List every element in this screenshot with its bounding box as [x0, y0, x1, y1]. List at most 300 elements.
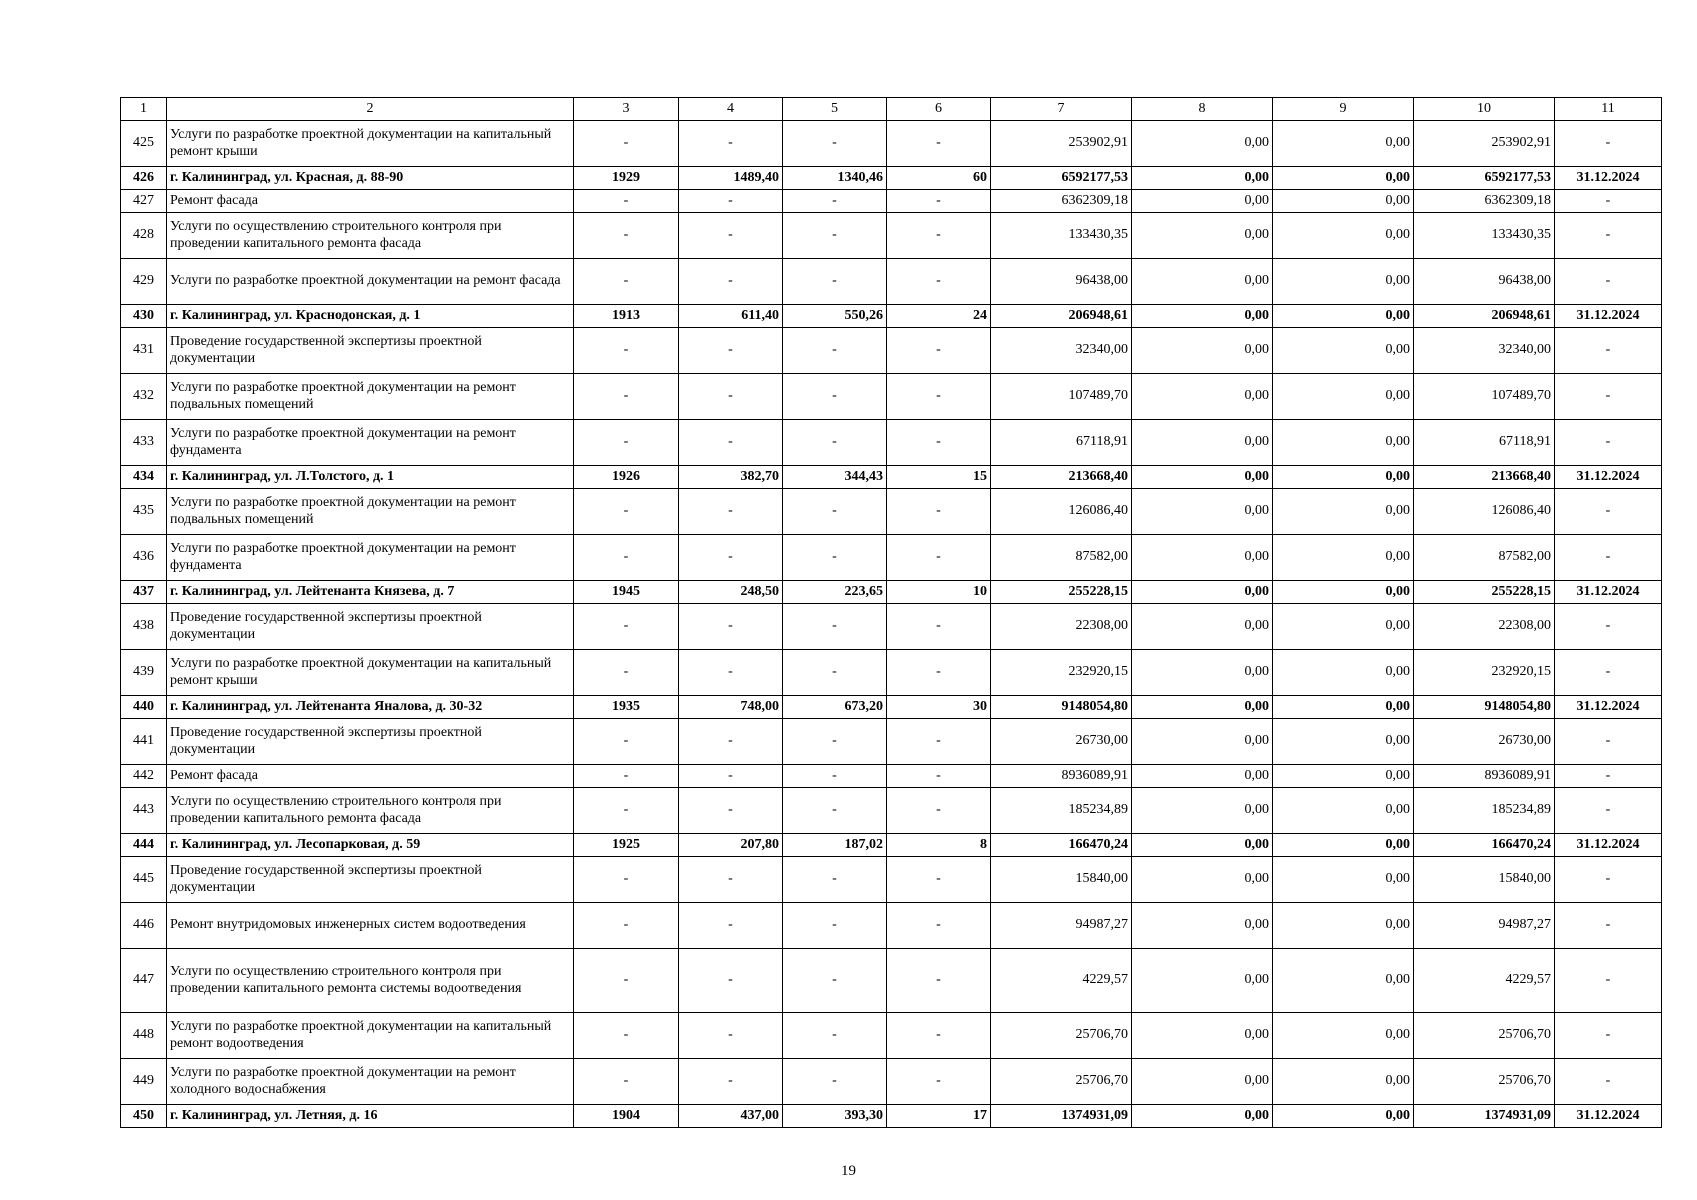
- row-number-cell: 449: [121, 1059, 167, 1105]
- year-built-cell: -: [574, 604, 679, 650]
- year-built-cell: -: [574, 121, 679, 167]
- row-number-cell: 448: [121, 1013, 167, 1059]
- work-item-row: [121, 650, 1662, 696]
- total-cost-cell: 166470,24: [991, 834, 1132, 857]
- residents-cell: -: [887, 489, 991, 535]
- owner-funds-cell: 67118,91: [1414, 420, 1555, 466]
- work-item-row: [121, 213, 1662, 259]
- year-built-cell: -: [574, 489, 679, 535]
- row-number-cell: 435: [121, 489, 167, 535]
- residents-cell: -: [887, 535, 991, 581]
- residents-cell: 10: [887, 581, 991, 604]
- year-built-cell: -: [574, 1059, 679, 1105]
- residents-cell: -: [887, 719, 991, 765]
- federal-funds-cell: 0,00: [1132, 857, 1273, 903]
- work-item-row: [121, 604, 1662, 650]
- row-number-cell: 445: [121, 857, 167, 903]
- row-number-cell: 447: [121, 949, 167, 1013]
- total-cost-cell: 8936089,91: [991, 765, 1132, 788]
- regional-funds-cell: 0,00: [1273, 719, 1414, 765]
- total-cost-cell: 255228,15: [991, 581, 1132, 604]
- federal-funds-cell: 0,00: [1132, 1105, 1273, 1128]
- regional-funds-cell: 0,00: [1273, 374, 1414, 420]
- living-area-cell: -: [783, 121, 887, 167]
- owner-funds-cell: 25706,70: [1414, 1059, 1555, 1105]
- year-built-cell: -: [574, 328, 679, 374]
- work-item-row: [121, 788, 1662, 834]
- column-number-header: 2: [167, 98, 574, 121]
- residents-cell: 60: [887, 167, 991, 190]
- residents-cell: -: [887, 213, 991, 259]
- residents-cell: -: [887, 857, 991, 903]
- regional-funds-cell: 0,00: [1273, 834, 1414, 857]
- total-area-cell: -: [679, 190, 783, 213]
- total-cost-cell: 67118,91: [991, 420, 1132, 466]
- year-built-cell: -: [574, 420, 679, 466]
- total-cost-cell: 9148054,80: [991, 696, 1132, 719]
- total-area-cell: -: [679, 650, 783, 696]
- work-item-row: [121, 374, 1662, 420]
- residents-cell: -: [887, 190, 991, 213]
- residents-cell: 8: [887, 834, 991, 857]
- work-name-cell: г. Калининград, ул. Лейтенанта Князева, д. 7: [167, 581, 574, 604]
- year-built-cell: -: [574, 374, 679, 420]
- living-area-cell: -: [783, 489, 887, 535]
- deadline-cell: -: [1555, 788, 1662, 834]
- federal-funds-cell: 0,00: [1132, 788, 1273, 834]
- year-built-cell: -: [574, 213, 679, 259]
- deadline-cell: -: [1555, 535, 1662, 581]
- deadline-cell: 31.12.2024: [1555, 834, 1662, 857]
- work-item-row: [121, 719, 1662, 765]
- row-number-cell: 434: [121, 466, 167, 489]
- federal-funds-cell: 0,00: [1132, 489, 1273, 535]
- total-area-cell: -: [679, 213, 783, 259]
- regional-funds-cell: 0,00: [1273, 788, 1414, 834]
- total-area-cell: -: [679, 765, 783, 788]
- deadline-cell: -: [1555, 604, 1662, 650]
- work-name-cell: г. Калининград, ул. Краснодонская, д. 1: [167, 305, 574, 328]
- row-number-cell: 450: [121, 1105, 167, 1128]
- owner-funds-cell: 107489,70: [1414, 374, 1555, 420]
- address-row: [121, 167, 1662, 190]
- residents-cell: -: [887, 328, 991, 374]
- federal-funds-cell: 0,00: [1132, 305, 1273, 328]
- owner-funds-cell: 96438,00: [1414, 259, 1555, 305]
- deadline-cell: -: [1555, 328, 1662, 374]
- living-area-cell: 344,43: [783, 466, 887, 489]
- column-number-header: 5: [783, 98, 887, 121]
- year-built-cell: -: [574, 857, 679, 903]
- living-area-cell: 673,20: [783, 696, 887, 719]
- work-name-cell: Услуги по разработке проектной документации на ремонт фасада: [167, 259, 574, 305]
- deadline-cell: -: [1555, 121, 1662, 167]
- row-number-cell: 429: [121, 259, 167, 305]
- federal-funds-cell: 0,00: [1132, 190, 1273, 213]
- year-built-cell: -: [574, 949, 679, 1013]
- total-cost-cell: 25706,70: [991, 1059, 1132, 1105]
- owner-funds-cell: 133430,35: [1414, 213, 1555, 259]
- year-built-cell: -: [574, 719, 679, 765]
- work-item-row: [121, 1013, 1662, 1059]
- address-row: [121, 834, 1662, 857]
- column-number-header: 6: [887, 98, 991, 121]
- regional-funds-cell: 0,00: [1273, 604, 1414, 650]
- owner-funds-cell: 26730,00: [1414, 719, 1555, 765]
- row-number-cell: 440: [121, 696, 167, 719]
- owner-funds-cell: 166470,24: [1414, 834, 1555, 857]
- work-item-row: [121, 121, 1662, 167]
- row-number-cell: 432: [121, 374, 167, 420]
- year-built-cell: -: [574, 765, 679, 788]
- total-area-cell: -: [679, 1059, 783, 1105]
- living-area-cell: -: [783, 1059, 887, 1105]
- deadline-cell: -: [1555, 420, 1662, 466]
- total-cost-cell: 15840,00: [991, 857, 1132, 903]
- federal-funds-cell: 0,00: [1132, 604, 1273, 650]
- owner-funds-cell: 126086,40: [1414, 489, 1555, 535]
- living-area-cell: -: [783, 604, 887, 650]
- federal-funds-cell: 0,00: [1132, 213, 1273, 259]
- total-area-cell: -: [679, 374, 783, 420]
- regional-funds-cell: 0,00: [1273, 167, 1414, 190]
- residents-cell: -: [887, 949, 991, 1013]
- living-area-cell: 550,26: [783, 305, 887, 328]
- residents-cell: -: [887, 788, 991, 834]
- total-cost-cell: 126086,40: [991, 489, 1132, 535]
- row-number-cell: 426: [121, 167, 167, 190]
- deadline-cell: 31.12.2024: [1555, 1105, 1662, 1128]
- work-name-cell: Ремонт фасада: [167, 190, 574, 213]
- work-item-row: [121, 765, 1662, 788]
- work-item-row: [121, 857, 1662, 903]
- living-area-cell: -: [783, 788, 887, 834]
- work-item-row: [121, 328, 1662, 374]
- address-row: [121, 305, 1662, 328]
- living-area-cell: 1340,46: [783, 167, 887, 190]
- living-area-cell: -: [783, 190, 887, 213]
- total-area-cell: -: [679, 420, 783, 466]
- federal-funds-cell: 0,00: [1132, 1013, 1273, 1059]
- row-number-cell: 436: [121, 535, 167, 581]
- total-area-cell: -: [679, 535, 783, 581]
- living-area-cell: -: [783, 328, 887, 374]
- federal-funds-cell: 0,00: [1132, 650, 1273, 696]
- owner-funds-cell: 15840,00: [1414, 857, 1555, 903]
- federal-funds-cell: 0,00: [1132, 719, 1273, 765]
- year-built-cell: 1945: [574, 581, 679, 604]
- work-name-cell: г. Калининград, ул. Летняя, д. 16: [167, 1105, 574, 1128]
- year-built-cell: 1929: [574, 167, 679, 190]
- total-cost-cell: 4229,57: [991, 949, 1132, 1013]
- column-number-header: 8: [1132, 98, 1273, 121]
- owner-funds-cell: 213668,40: [1414, 466, 1555, 489]
- year-built-cell: -: [574, 1013, 679, 1059]
- total-cost-cell: 133430,35: [991, 213, 1132, 259]
- work-item-row: [121, 190, 1662, 213]
- row-number-cell: 443: [121, 788, 167, 834]
- deadline-cell: -: [1555, 719, 1662, 765]
- regional-funds-cell: 0,00: [1273, 903, 1414, 949]
- federal-funds-cell: 0,00: [1132, 374, 1273, 420]
- row-number-cell: 442: [121, 765, 167, 788]
- residents-cell: -: [887, 604, 991, 650]
- living-area-cell: -: [783, 719, 887, 765]
- regional-funds-cell: 0,00: [1273, 696, 1414, 719]
- work-name-cell: г. Калининград, ул. Красная, д. 88-90: [167, 167, 574, 190]
- deadline-cell: 31.12.2024: [1555, 581, 1662, 604]
- row-number-cell: 438: [121, 604, 167, 650]
- total-cost-cell: 22308,00: [991, 604, 1132, 650]
- living-area-cell: -: [783, 420, 887, 466]
- total-area-cell: -: [679, 903, 783, 949]
- year-built-cell: -: [574, 535, 679, 581]
- regional-funds-cell: 0,00: [1273, 259, 1414, 305]
- deadline-cell: -: [1555, 765, 1662, 788]
- residents-cell: -: [887, 259, 991, 305]
- owner-funds-cell: 94987,27: [1414, 903, 1555, 949]
- federal-funds-cell: 0,00: [1132, 903, 1273, 949]
- deadline-cell: -: [1555, 650, 1662, 696]
- total-area-cell: -: [679, 121, 783, 167]
- regional-funds-cell: 0,00: [1273, 489, 1414, 535]
- residents-cell: 15: [887, 466, 991, 489]
- address-row: [121, 581, 1662, 604]
- total-cost-cell: 6362309,18: [991, 190, 1132, 213]
- residents-cell: -: [887, 1059, 991, 1105]
- address-row: [121, 1105, 1662, 1128]
- regional-funds-cell: 0,00: [1273, 190, 1414, 213]
- federal-funds-cell: 0,00: [1132, 167, 1273, 190]
- regional-funds-cell: 0,00: [1273, 1013, 1414, 1059]
- total-area-cell: -: [679, 949, 783, 1013]
- owner-funds-cell: 4229,57: [1414, 949, 1555, 1013]
- total-area-cell: -: [679, 719, 783, 765]
- owner-funds-cell: 8936089,91: [1414, 765, 1555, 788]
- deadline-cell: -: [1555, 1013, 1662, 1059]
- living-area-cell: 187,02: [783, 834, 887, 857]
- total-area-cell: -: [679, 857, 783, 903]
- document-table: [120, 97, 1662, 1128]
- row-number-cell: 439: [121, 650, 167, 696]
- owner-funds-cell: 6592177,53: [1414, 167, 1555, 190]
- regional-funds-cell: 0,00: [1273, 121, 1414, 167]
- work-name-cell: Ремонт фасада: [167, 765, 574, 788]
- column-number-header: 1: [121, 98, 167, 121]
- column-number-header: 9: [1273, 98, 1414, 121]
- column-number-header: 7: [991, 98, 1132, 121]
- total-cost-cell: 107489,70: [991, 374, 1132, 420]
- federal-funds-cell: 0,00: [1132, 1059, 1273, 1105]
- row-number-cell: 441: [121, 719, 167, 765]
- federal-funds-cell: 0,00: [1132, 834, 1273, 857]
- total-cost-cell: 26730,00: [991, 719, 1132, 765]
- total-area-cell: 437,00: [679, 1105, 783, 1128]
- page-number: 19: [841, 1163, 856, 1179]
- deadline-cell: -: [1555, 857, 1662, 903]
- work-name-cell: Услуги по разработке проектной документации на капитальный ремонт водоотведения: [167, 1013, 574, 1059]
- work-item-row: [121, 903, 1662, 949]
- owner-funds-cell: 32340,00: [1414, 328, 1555, 374]
- deadline-cell: -: [1555, 903, 1662, 949]
- living-area-cell: -: [783, 1013, 887, 1059]
- deadline-cell: -: [1555, 259, 1662, 305]
- federal-funds-cell: 0,00: [1132, 466, 1273, 489]
- owner-funds-cell: 22308,00: [1414, 604, 1555, 650]
- year-built-cell: -: [574, 903, 679, 949]
- year-built-cell: -: [574, 650, 679, 696]
- federal-funds-cell: 0,00: [1132, 121, 1273, 167]
- work-item-row: [121, 489, 1662, 535]
- living-area-cell: -: [783, 259, 887, 305]
- year-built-cell: 1935: [574, 696, 679, 719]
- work-name-cell: Услуги по разработке проектной документации на ремонт фундамента: [167, 420, 574, 466]
- total-area-cell: -: [679, 788, 783, 834]
- living-area-cell: -: [783, 857, 887, 903]
- federal-funds-cell: 0,00: [1132, 581, 1273, 604]
- address-row: [121, 696, 1662, 719]
- row-number-cell: 437: [121, 581, 167, 604]
- row-number-cell: 433: [121, 420, 167, 466]
- residents-cell: -: [887, 650, 991, 696]
- total-area-cell: -: [679, 1013, 783, 1059]
- total-cost-cell: 96438,00: [991, 259, 1132, 305]
- work-name-cell: Проведение государственной экспертизы проектной документации: [167, 328, 574, 374]
- total-area-cell: -: [679, 489, 783, 535]
- total-cost-cell: 32340,00: [991, 328, 1132, 374]
- total-cost-cell: 185234,89: [991, 788, 1132, 834]
- work-name-cell: г. Калининград, ул. Лейтенанта Яналова, д. 30-32: [167, 696, 574, 719]
- work-name-cell: Услуги по осуществлению строительного контроля при проведении капитального ремонта системы водоотведения: [167, 949, 574, 1013]
- row-number-cell: 446: [121, 903, 167, 949]
- work-item-row: [121, 259, 1662, 305]
- living-area-cell: 393,30: [783, 1105, 887, 1128]
- deadline-cell: -: [1555, 213, 1662, 259]
- total-area-cell: 207,80: [679, 834, 783, 857]
- owner-funds-cell: 9148054,80: [1414, 696, 1555, 719]
- deadline-cell: 31.12.2024: [1555, 696, 1662, 719]
- federal-funds-cell: 0,00: [1132, 765, 1273, 788]
- deadline-cell: 31.12.2024: [1555, 167, 1662, 190]
- total-cost-cell: 232920,15: [991, 650, 1132, 696]
- owner-funds-cell: 87582,00: [1414, 535, 1555, 581]
- regional-funds-cell: 0,00: [1273, 535, 1414, 581]
- federal-funds-cell: 0,00: [1132, 420, 1273, 466]
- total-area-cell: 1489,40: [679, 167, 783, 190]
- regional-funds-cell: 0,00: [1273, 1059, 1414, 1105]
- column-number-header-row: [121, 98, 1662, 121]
- residents-cell: 24: [887, 305, 991, 328]
- regional-funds-cell: 0,00: [1273, 305, 1414, 328]
- work-name-cell: г. Калининград, ул. Лесопарковая, д. 59: [167, 834, 574, 857]
- regional-funds-cell: 0,00: [1273, 1105, 1414, 1128]
- regional-funds-cell: 0,00: [1273, 581, 1414, 604]
- living-area-cell: -: [783, 650, 887, 696]
- work-name-cell: Проведение государственной экспертизы проектной документации: [167, 857, 574, 903]
- column-number-header: 4: [679, 98, 783, 121]
- row-number-cell: 427: [121, 190, 167, 213]
- living-area-cell: -: [783, 374, 887, 420]
- column-number-header: 10: [1414, 98, 1555, 121]
- deadline-cell: -: [1555, 1059, 1662, 1105]
- column-number-header: 11: [1555, 98, 1662, 121]
- federal-funds-cell: 0,00: [1132, 949, 1273, 1013]
- work-name-cell: Услуги по осуществлению строительного контроля при проведении капитального ремонта фасада: [167, 213, 574, 259]
- regional-funds-cell: 0,00: [1273, 420, 1414, 466]
- year-built-cell: 1926: [574, 466, 679, 489]
- deadline-cell: -: [1555, 489, 1662, 535]
- work-name-cell: Услуги по разработке проектной документации на капитальный ремонт крыши: [167, 121, 574, 167]
- living-area-cell: -: [783, 765, 887, 788]
- owner-funds-cell: 185234,89: [1414, 788, 1555, 834]
- owner-funds-cell: 232920,15: [1414, 650, 1555, 696]
- work-name-cell: Услуги по разработке проектной документации на ремонт подвальных помещений: [167, 374, 574, 420]
- total-area-cell: -: [679, 328, 783, 374]
- row-number-cell: 444: [121, 834, 167, 857]
- residents-cell: 17: [887, 1105, 991, 1128]
- federal-funds-cell: 0,00: [1132, 535, 1273, 581]
- owner-funds-cell: 206948,61: [1414, 305, 1555, 328]
- year-built-cell: 1913: [574, 305, 679, 328]
- work-name-cell: г. Калининград, ул. Л.Толстого, д. 1: [167, 466, 574, 489]
- work-name-cell: Услуги по разработке проектной документации на капитальный ремонт крыши: [167, 650, 574, 696]
- total-cost-cell: 87582,00: [991, 535, 1132, 581]
- living-area-cell: -: [783, 535, 887, 581]
- deadline-cell: 31.12.2024: [1555, 305, 1662, 328]
- column-number-header: 3: [574, 98, 679, 121]
- residents-cell: -: [887, 1013, 991, 1059]
- regional-funds-cell: 0,00: [1273, 765, 1414, 788]
- work-name-cell: Ремонт внутридомовых инженерных систем водоотведения: [167, 903, 574, 949]
- owner-funds-cell: 255228,15: [1414, 581, 1555, 604]
- deadline-cell: -: [1555, 190, 1662, 213]
- work-name-cell: Проведение государственной экспертизы проектной документации: [167, 604, 574, 650]
- living-area-cell: -: [783, 949, 887, 1013]
- deadline-cell: -: [1555, 949, 1662, 1013]
- total-area-cell: 611,40: [679, 305, 783, 328]
- year-built-cell: 1904: [574, 1105, 679, 1128]
- total-cost-cell: 206948,61: [991, 305, 1132, 328]
- total-area-cell: 248,50: [679, 581, 783, 604]
- living-area-cell: 223,65: [783, 581, 887, 604]
- residents-cell: 30: [887, 696, 991, 719]
- row-number-cell: 425: [121, 121, 167, 167]
- work-name-cell: Услуги по разработке проектной документации на ремонт фундамента: [167, 535, 574, 581]
- work-item-row: [121, 420, 1662, 466]
- federal-funds-cell: 0,00: [1132, 259, 1273, 305]
- total-cost-cell: 25706,70: [991, 1013, 1132, 1059]
- regional-funds-cell: 0,00: [1273, 949, 1414, 1013]
- year-built-cell: -: [574, 788, 679, 834]
- row-number-cell: 430: [121, 305, 167, 328]
- residents-cell: -: [887, 765, 991, 788]
- residents-cell: -: [887, 903, 991, 949]
- regional-funds-cell: 0,00: [1273, 213, 1414, 259]
- deadline-cell: -: [1555, 374, 1662, 420]
- residents-cell: -: [887, 420, 991, 466]
- residents-cell: -: [887, 121, 991, 167]
- owner-funds-cell: 6362309,18: [1414, 190, 1555, 213]
- total-cost-cell: 6592177,53: [991, 167, 1132, 190]
- work-item-row: [121, 949, 1662, 1013]
- federal-funds-cell: 0,00: [1132, 328, 1273, 374]
- total-cost-cell: 94987,27: [991, 903, 1132, 949]
- address-row: [121, 466, 1662, 489]
- year-built-cell: 1925: [574, 834, 679, 857]
- total-cost-cell: 213668,40: [991, 466, 1132, 489]
- year-built-cell: -: [574, 259, 679, 305]
- regional-funds-cell: 0,00: [1273, 466, 1414, 489]
